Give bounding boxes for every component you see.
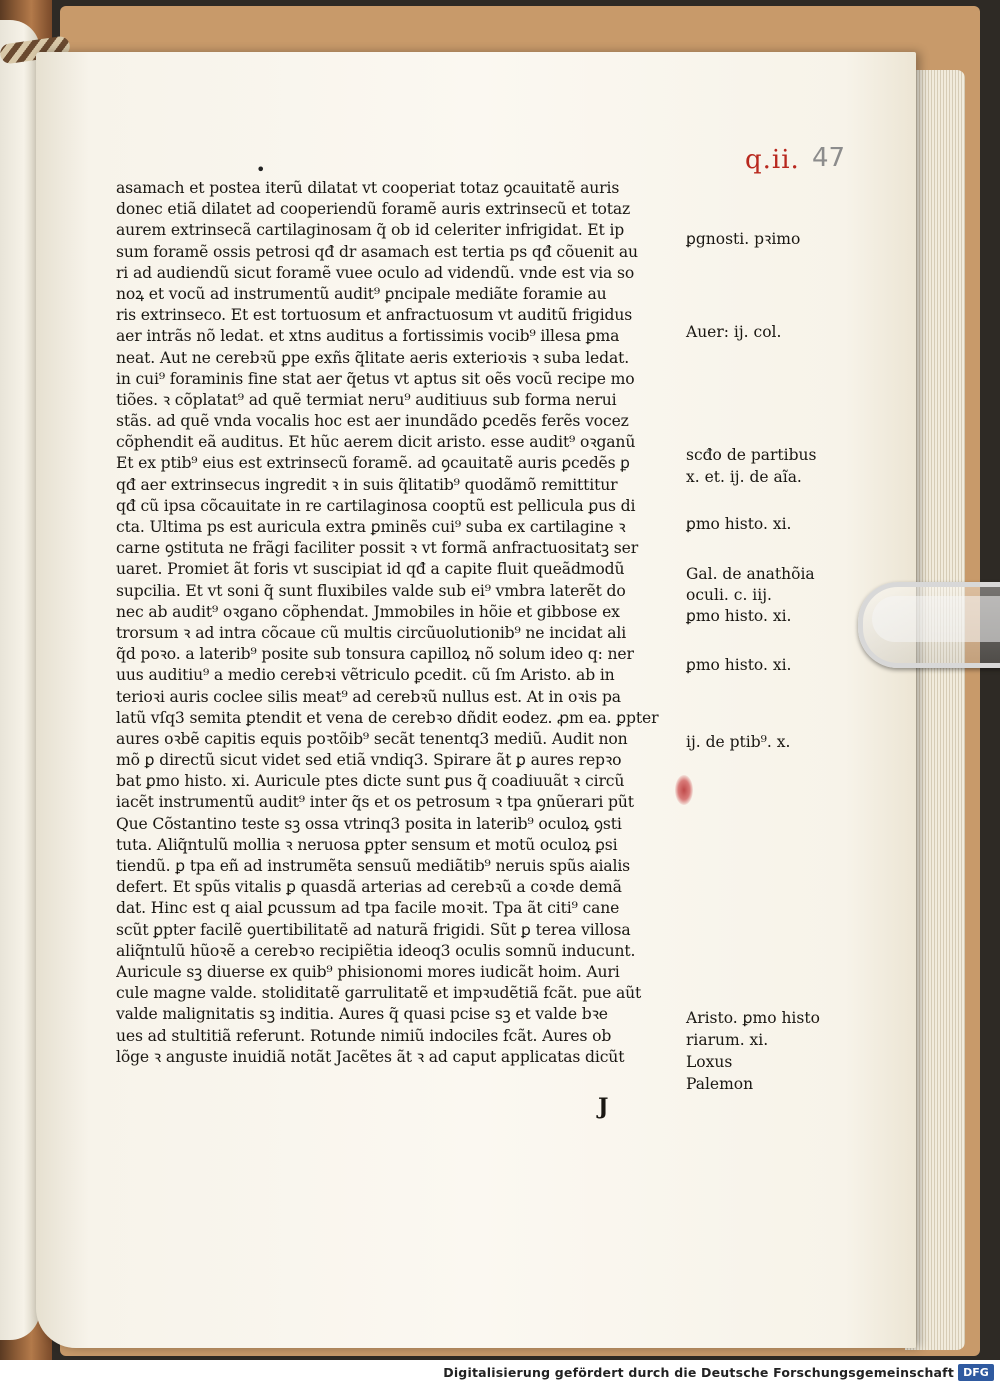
marginal-note: ꝑmo histo. xi. xyxy=(686,656,792,674)
marginal-note: Gal. de anathõia xyxy=(686,565,815,583)
text-line: stãs. ad quẽ vnda vocalis hoc est aer inundãdo ꝑcedẽs ferẽs vocez xyxy=(116,412,629,431)
text-line: aures oꝛbẽ capitis equis poꝛtõib⁹ secãt tenentq3 mediũ. Audit non xyxy=(116,729,628,748)
text-line: aurem extrinsecã cartilaginosam q̃ ob id celeriter infrigidat. Et ip xyxy=(116,221,625,240)
text-line: dat. Hinc est q aial ꝑcussum ad tpa facile moꝛit. Tpa ãt citi⁹ cane xyxy=(116,899,620,918)
marginal-note: Aristo. ꝑmo histo xyxy=(686,1009,820,1027)
folio-number: 47 xyxy=(812,143,846,173)
text-line: tuta. Aliq̃ntulũ mollia ꝛ neruosa ꝑpter sensum et motũ oculoꝝ ꝑsi xyxy=(116,835,618,854)
text-line: Et ex ptib⁹ eius est extrinsecũ foramẽ. ad ꝯcauitatẽ auris ꝑcedẽs ꝑ xyxy=(116,454,630,473)
text-line: donec etiã dilatet ad cooperiendũ foramẽ auris extrinsecũ et totaz xyxy=(116,200,631,219)
red-ink-stain xyxy=(675,775,693,805)
text-line: trorsum ꝛ ad intra cõcaue cũ multis circũuolutionib⁹ ne incidat ali xyxy=(116,623,627,642)
text-line: in cui⁹ foraminis fine stat aer q̃etus vt aptus sit oẽs vocũ recipe mo xyxy=(116,369,635,388)
text-line: aliq̃ntulũ hũoꝛẽ a cerebꝛo recipiẽtia ideoq3 oculis somnũ inducunt. xyxy=(116,941,636,960)
body-text-column xyxy=(116,178,676,1068)
text-line: qđ aer extrinsecus ingredit ꝛ in suis q̃litatib⁹ quodãmõ remittitur xyxy=(116,475,618,494)
text-line: Auricule sꝫ diuerse ex quib⁹ phisionomi mores iudicãt hoim. Auri xyxy=(116,962,620,981)
text-line: tiendũ. ꝑ tpa eñ ad instrumẽta sensuũ mediãtib⁹ neruis spũs aialis xyxy=(116,857,631,875)
marginal-note: riarum. xi. xyxy=(686,1031,769,1049)
text-line: mõ ꝑ directũ sicut videt sed etiã vndiq3. Spirare ãt ꝑ aures repꝛo xyxy=(116,751,622,770)
marginal-note: ꝑmo histo. xi. xyxy=(686,515,792,533)
text-line: cõphendit eã auditus. Et hũc aerem dicit aristo. esse audit⁹ oꝛganũ xyxy=(116,433,636,452)
page-clip-inner xyxy=(872,596,1000,642)
marginal-note: Auer: ij. col. xyxy=(686,323,782,341)
text-line: aer intrãs nõ ledat. et xtns auditus a fortissimis vocib⁹ illesa ꝑma xyxy=(116,327,620,346)
text-line: carne ꝯstituta ne frãgi faciliter possit ꝛ vt formã anfractuositatꝫ ser xyxy=(116,539,638,558)
text-line: terioꝛi auris coclee silis meat⁹ ad cerebꝛũ nullus est. At in oꝛis pa xyxy=(116,687,621,706)
header-dot: • xyxy=(256,160,266,179)
marginal-note: ꝑgnosti. pꝛimo xyxy=(686,230,801,248)
text-line: Que Cõstantino teste sꝫ ossa vtrinq3 posita in laterib⁹ oculoꝝ ꝯsti xyxy=(116,814,622,833)
catchword-signature: J xyxy=(598,1094,609,1120)
text-line: cta. Ultima ps est auricula extra ꝑminẽs cui⁹ suba ex cartilagine ꝛ xyxy=(116,518,626,536)
text-line: qđ cũ ipsa cõcauitate in re cartilaginosa cooptũ est pellicula ꝑus di xyxy=(116,496,636,515)
text-line: valde malignitatis sꝫ inditia. Aures q̃ quasi pcise sꝫ et valde bꝛe xyxy=(116,1005,608,1024)
text-line: cule magne valde. stoliditatẽ garrulitatẽ et impꝛudẽtiã fcãt. pue aũt xyxy=(116,984,642,1003)
footer-bar xyxy=(0,1360,1000,1387)
text-line: lõge ꝛ anguste inuidiã notãt Jacẽtes ãt ꝛ ad caput applicatas dicũt xyxy=(116,1047,625,1066)
text-line: nec ab audit⁹ oꝛgano cõphendat. Jmmobiles in hõie et gibbose ex xyxy=(116,602,620,621)
marginal-note: ꝑmo histo. xi. xyxy=(686,607,792,625)
funding-credit: Digitalisierung gefördert durch die Deutsche Forschungsgemeinschaft xyxy=(443,1365,954,1380)
text-line: asamach et postea iterũ dilatat vt cooperiat totaz ꝯcauitatẽ auris xyxy=(116,179,620,197)
text-line: ri ad audiendũ sicut foramẽ vuee oculo ad videndũ. vnde est via so xyxy=(116,263,635,282)
text-line: defert. Et spũs vitalis ꝑ quasdã arterias ad cerebꝛũ a coꝛde demã xyxy=(116,878,622,897)
marginal-note: x. et. ij. de aĩa. xyxy=(686,468,802,486)
text-line: bat ꝑmo histo. xi. Auricule ptes dicte sunt ꝑus q̃ coadiuuãt ꝛ circũ xyxy=(116,772,625,791)
folio-signature-mark: q.ii. xyxy=(745,145,800,175)
text-line: uaret. Promiet ãt foris vt suscipiat id qđ a capite fluit queãdmodũ xyxy=(116,560,625,579)
text-line: latũ vſq3 semita ꝑtendit et vena de cerebꝛo dñdit eodez. ꝓm ea. ꝑpter xyxy=(116,708,659,727)
text-line: noꝝ et vocũ ad instrumentũ audit⁹ ꝑncipale mediãte foramie au xyxy=(116,284,607,303)
text-line: ris extrinseco. Et est tortuosum et anfractuosum vt auditũ frigidus xyxy=(116,306,633,325)
text-line: q̃d poꝛo. a laterib⁹ posite sub tonsura capilloꝝ nõ solum ideo q: ner xyxy=(116,645,634,664)
marginal-note: Loxus xyxy=(686,1053,733,1071)
facing-page-edge xyxy=(0,20,40,1340)
text-line: ues ad stultitiã referunt. Rotunde nimiũ indociles fcãt. Aures ob xyxy=(116,1026,612,1045)
text-line: supcilia. Et vt soni q̃ sunt fluxibiles valde sub ei⁹ vmbra laterẽt do xyxy=(116,581,626,600)
marginal-note: oculi. c. iij. xyxy=(686,586,772,604)
marginal-note: scđo de partibus xyxy=(686,446,817,464)
text-line: iacẽt instrumentũ audit⁹ inter q̃s et os petrosum ꝛ tpa ꝯnũerari pũt xyxy=(116,793,634,812)
text-line: tiões. ꝛ cõplatat⁹ ad quẽ termiat neru⁹ auditiuus sub forma nerui xyxy=(116,390,617,409)
dfg-logo-icon: DFG xyxy=(958,1364,994,1381)
marginal-note: Palemon xyxy=(686,1075,754,1093)
text-line: sum foramẽ ossis petrosi qđ dr asamach est tertia ps qđ cõuenit au xyxy=(116,242,638,261)
marginal-note: ij. de ptib⁹. x. xyxy=(686,733,791,751)
text-line: neat. Aut ne cerebꝛũ ꝑpe exñs q̃litate aeris exterioꝛis ꝛ suba ledat. xyxy=(116,348,630,367)
text-line: scũt ꝑpter facilẽ ꝯuertibilitatẽ ad naturã frigidi. Sũt ꝑ terea villosa xyxy=(116,920,631,939)
text-line: uus auditiu⁹ a medio cerebꝛi vẽtriculo ꝑcedit. cũ ſm Aristo. ab in xyxy=(116,666,615,685)
